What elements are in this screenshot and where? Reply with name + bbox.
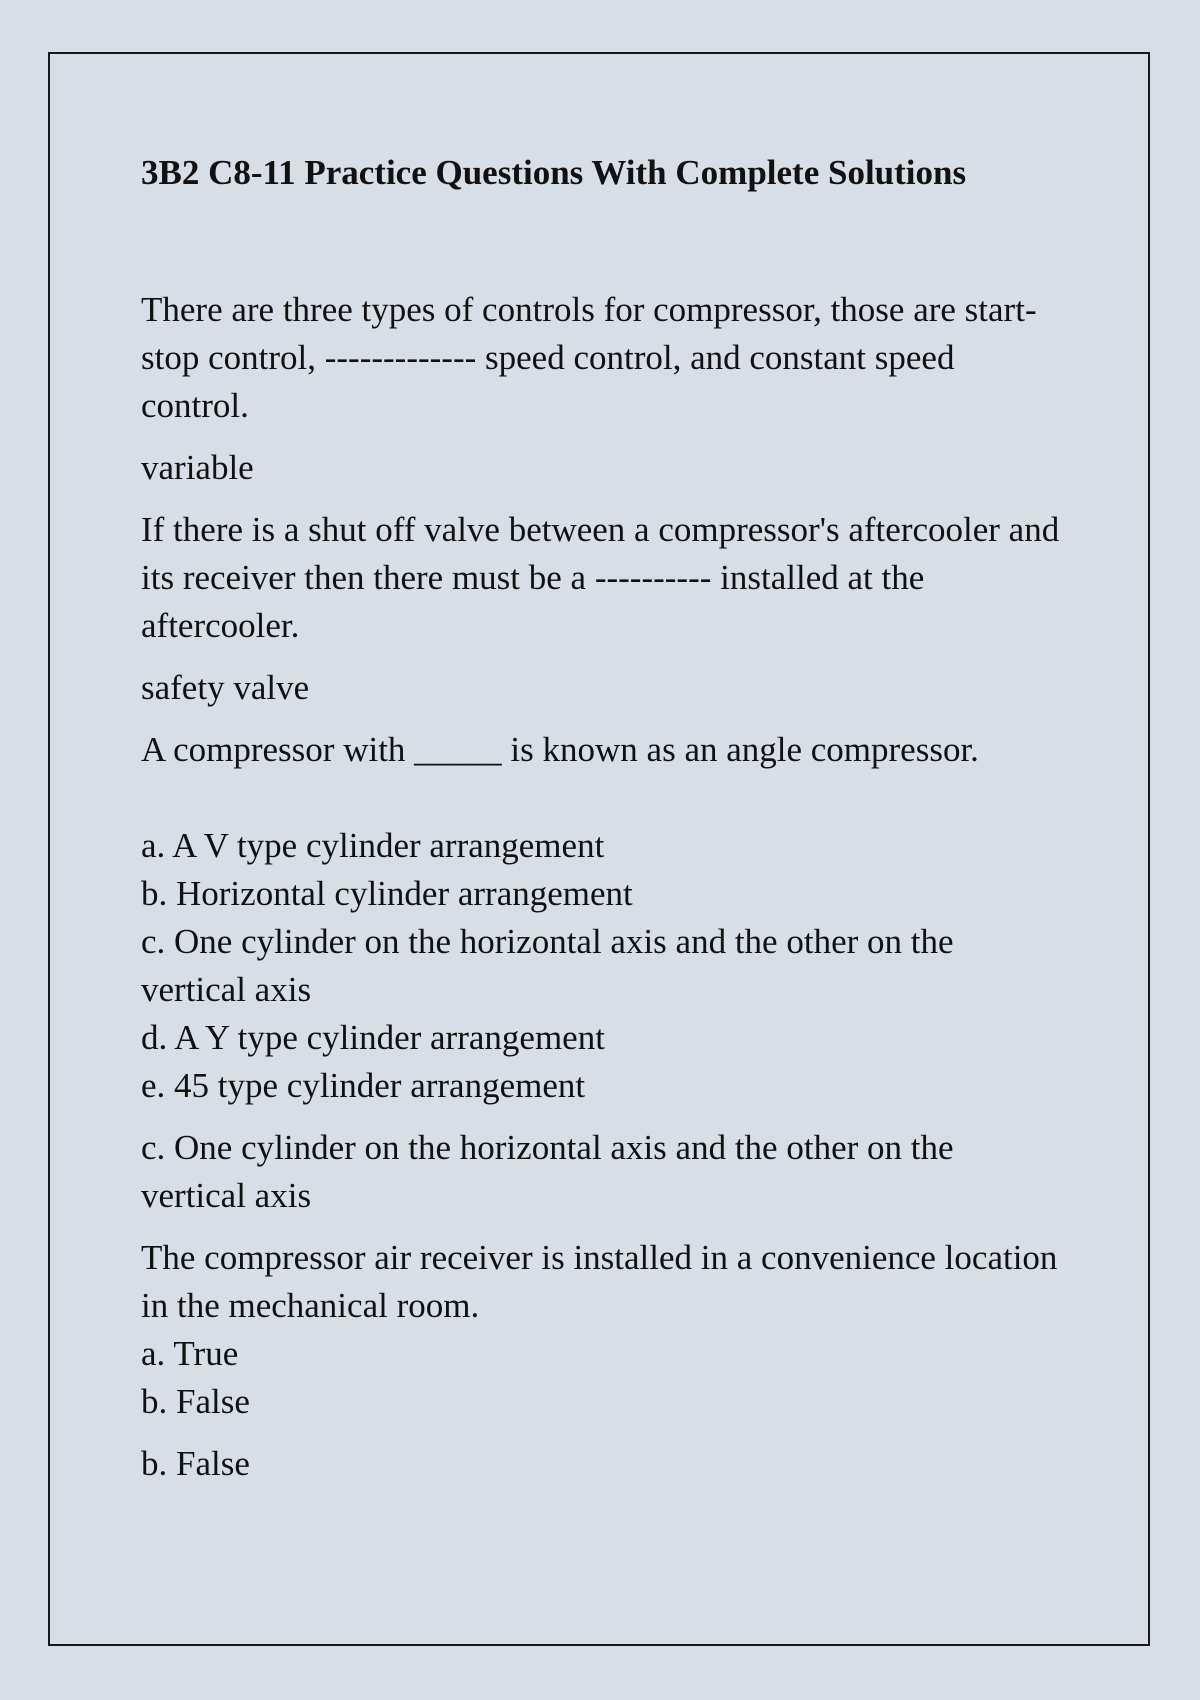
question-1: There are three types of controls for compressor, those are start-stop control, ------------- speed control, and constant speed control.	[141, 290, 1037, 425]
option-item: b. Horizontal cylinder arrangement	[141, 874, 633, 913]
option-item: b. False	[141, 1382, 250, 1421]
option-item: d. A Y type cylinder arrangement	[141, 1018, 605, 1057]
qa-list	[141, 286, 1061, 1488]
option-item: c. One cylinder on the horizontal axis and the other on the vertical axis	[141, 922, 954, 1009]
answer-1: variable	[141, 448, 254, 487]
question-4: The compressor air receiver is installed in a convenience location in the mechanical room.	[141, 1238, 1058, 1325]
answer-3: c. One cylinder on the horizontal axis and the other on the vertical axis	[141, 1128, 954, 1215]
document-content	[141, 148, 1061, 1488]
option-item: e. 45 type cylinder arrangement	[141, 1066, 586, 1105]
question-2: If there is a shut off valve between a compressor's aftercooler and its receiver then there must be a ---------- installed at the aftercooler.	[141, 510, 1060, 645]
question-3-options	[141, 822, 1061, 1110]
option-item: a. True	[141, 1334, 239, 1373]
document-title: 3B2 C8-11 Practice Questions With Complete Solutions	[141, 153, 967, 192]
question-3: A compressor with _____ is known as an angle compressor.	[141, 730, 979, 769]
answer-4: b. False	[141, 1444, 250, 1483]
question-4-options	[141, 1330, 1061, 1426]
option-item: a. A V type cylinder arrangement	[141, 826, 605, 865]
answer-2: safety valve	[141, 668, 310, 707]
